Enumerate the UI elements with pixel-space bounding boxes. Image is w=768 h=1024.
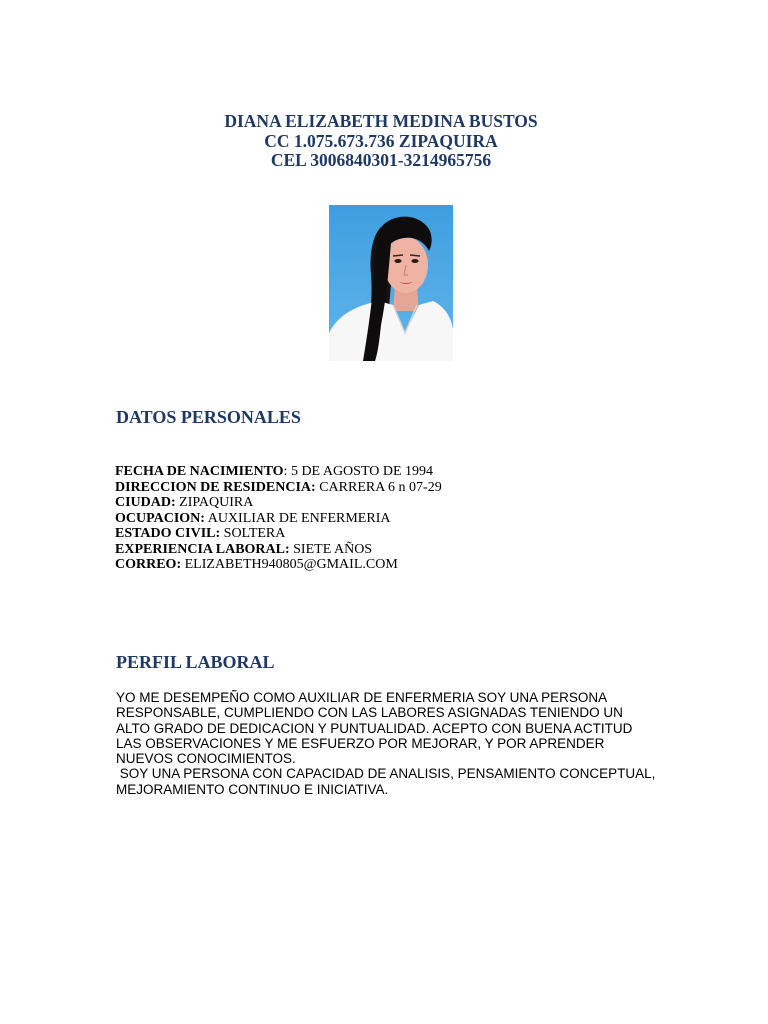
detail-label: CIUDAD: xyxy=(115,495,176,510)
detail-value: SOLTERA xyxy=(223,526,286,541)
detail-value: 5 DE AGOSTO DE 1994 xyxy=(290,464,434,479)
detail-row xyxy=(115,526,442,542)
profile-paragraph: SOY UNA PERSONA CON CAPACIDAD DE ANALISIS, PENSAMIENTO CONCEPTUAL, MEJORAMIENTO CONTINUO E INICIATIVA. xyxy=(116,766,660,797)
detail-row xyxy=(115,557,442,573)
detail-value: AUXILIAR DE ENFERMERIA xyxy=(207,510,391,526)
detail-row xyxy=(115,464,442,480)
detail-row xyxy=(115,480,442,496)
detail-label: DIRECCION DE RESIDENCIA: xyxy=(115,479,316,495)
detail-value: ZIPAQUIRA xyxy=(179,495,254,510)
id-line: CC 1.075.673.736 ZIPAQUIRA xyxy=(264,130,498,151)
detail-label: ESTADO CIVIL: xyxy=(115,526,221,541)
detail-label: EXPERIENCIA LABORAL: xyxy=(115,541,290,557)
cv-header xyxy=(0,112,762,171)
detail-row xyxy=(115,511,442,527)
phone-line: CEL 3006840301-3214965756 xyxy=(270,150,492,170)
detail-label: FECHA DE NACIMIENTO xyxy=(115,464,284,479)
detail-value: SIETE AÑOS xyxy=(293,541,373,557)
profile-photo xyxy=(329,205,453,361)
candidate-name: DIANA ELIZABETH MEDINA BUSTOS xyxy=(224,111,538,131)
detail-label: OCUPACION: xyxy=(115,510,205,526)
personal-details-list xyxy=(115,464,442,573)
detail-row xyxy=(115,495,442,511)
profile-paragraph: YO ME DESEMPEÑO COMO AUXILIAR DE ENFERMERIA SOY UNA PERSONA RESPONSABLE, CUMPLIENDO CON LAS LABORES ASIGNADAS TENIENDO UN ALTO GRADO DE DEDICACION Y PUNTUALIDAD. ACEPTO CON BUENA ACTITUD LAS OBSERVACIONES Y ME ESFUERZO POR MEJORAR, Y POR APRENDER NUEVOS CONOCIMIENTOS. xyxy=(116,690,637,767)
detail-row xyxy=(115,542,442,558)
detail-separator: : xyxy=(283,464,291,479)
detail-value: CARRERA 6 n 07-29 xyxy=(319,479,442,495)
detail-value: ELIZABETH940805@GMAIL.COM xyxy=(184,557,398,572)
detail-label: CORREO: xyxy=(115,557,182,572)
perfil-laboral-text xyxy=(116,690,660,797)
datos-personales-heading: DATOS PERSONALES xyxy=(116,407,301,427)
perfil-laboral-heading: PERFIL LABORAL xyxy=(116,652,275,672)
